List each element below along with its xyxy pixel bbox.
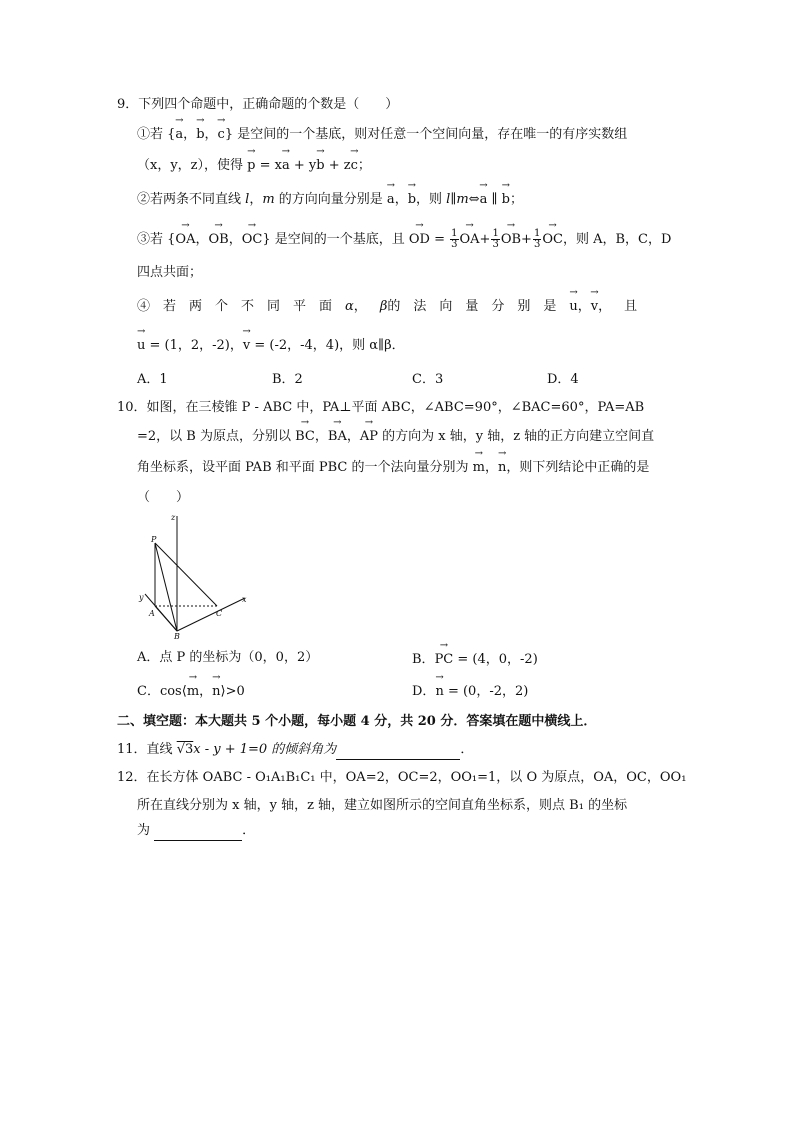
vector-p: → p xyxy=(247,157,255,175)
text: ⟩>0 xyxy=(220,684,245,699)
text: = x xyxy=(255,158,282,173)
vector-BA: → BA xyxy=(328,428,347,446)
q9-proposition-4: ④若两个不同平面α，β的法向量分别是→ u，→ v，且 xyxy=(137,298,650,316)
text: ①若 { xyxy=(137,127,176,142)
denominator: 3 xyxy=(533,239,541,250)
text: ，则下列结论中正确的是 xyxy=(506,460,650,475)
q10-option-d xyxy=(412,683,528,701)
text: ，则 xyxy=(416,192,447,207)
vector-OC: → OC xyxy=(542,231,563,249)
vector-m: → m xyxy=(187,683,199,701)
q9-option-c: C．3 xyxy=(412,372,444,387)
q9-option-a: A．1 xyxy=(137,372,168,387)
vector-a: → a xyxy=(282,157,290,175)
vector-v: → v xyxy=(591,298,598,316)
text: ． xyxy=(460,742,474,757)
q9-proposition-3-cont: 四点共面； xyxy=(137,265,203,280)
vector-BC: → BC xyxy=(295,428,315,446)
text: ④若两个不同平面 xyxy=(137,299,346,314)
q11 xyxy=(117,741,473,760)
fraction xyxy=(491,229,499,250)
text: ②若两条不同直线 xyxy=(137,192,246,207)
q12-line-1: 12．在长方体 OABC - O₁A₁B₁C₁ 中，OA=2，OC=2，OO₁=1，以 O 为原点，OA，OC，OO₁ xyxy=(117,770,687,785)
q9-proposition-3: ③若 {→ OA，→ OB，→ OC} 是空间的一个基底，且 → OD = $\frac{1}{3}$ → OA+ $\frac{1}{3}$ → OB+ $\frac{1}{3}$ → OC，则 A，B，C，D xyxy=(137,229,671,250)
text: l xyxy=(245,192,250,207)
q9-proposition-2: ②若两条不同直线 l，m 的方向向量分别是 → a，→ b，则 l∥m⇔→ a ∥ → b； xyxy=(137,191,523,209)
numerator: 1 xyxy=(451,228,458,239)
q9-proposition-1-cont xyxy=(137,157,371,175)
q10-line-3: 角坐标系，设平面 PAB 和平面 PBC 的一个法向量分别为 → m，→ n，则下列结论中正确的是 xyxy=(137,459,649,477)
text: } 是空间的一个基底，则对任意一个空间向量，存在唯一的有序实数组 xyxy=(224,127,628,142)
label-x: x xyxy=(242,595,247,604)
label-B: B xyxy=(174,632,180,640)
vector-OA: → OA xyxy=(460,231,480,249)
text: ∥ xyxy=(487,192,502,207)
vector-c: → c xyxy=(351,157,358,175)
vector-b: → b xyxy=(502,191,510,209)
text: 的方向为 x 轴，y 轴，z 轴的正方向建立空间直 xyxy=(378,429,655,444)
vector-OA: → OA xyxy=(175,231,195,249)
text: 11．直线 xyxy=(117,742,177,757)
x-axis xyxy=(177,598,245,631)
numerator: 1 xyxy=(492,228,499,239)
text: ，且 xyxy=(598,299,651,314)
text: D． xyxy=(412,684,436,699)
vector-OB: → OB xyxy=(208,231,228,249)
q12-line-2: 所在直线分别为 x 轴，y 轴，z 轴，建立如图所示的空间直角坐标系，则点 B₁ 的坐标 xyxy=(137,798,628,813)
text: ， xyxy=(353,299,380,314)
pyramid-figure xyxy=(135,508,255,640)
text: } 是空间的一个基底，且 xyxy=(262,232,409,247)
text: = (1，2，-2)， xyxy=(145,338,243,353)
text: ， xyxy=(199,684,213,699)
q10-option-b xyxy=(412,651,538,669)
q9-option-b: B．2 xyxy=(272,372,303,387)
text: ， xyxy=(249,192,263,207)
text: 角坐标系，设平面 PAB 和平面 PBC 的一个法向量分别为 xyxy=(137,460,473,475)
text: = (-2，-4，4)，则 α∥β． xyxy=(250,338,405,353)
vector-n: → n xyxy=(498,459,506,477)
section-heading: 二、填空题：本大题共 5 个小题，每小题 4 分，共 20 分．答案填在题中横线上． xyxy=(117,714,597,729)
vector-u: → u xyxy=(137,337,145,355)
vector-AP: → AP xyxy=(360,428,378,446)
vector-n: → n xyxy=(435,683,443,701)
text: β xyxy=(379,299,388,314)
label-y: y xyxy=(139,593,144,602)
text: ③若 { xyxy=(137,232,176,247)
label-A: A xyxy=(149,609,155,618)
vector-u: → u xyxy=(569,298,577,316)
text: ； xyxy=(357,158,371,173)
q10-line-1: 10．如图，在三棱锥 P - ABC 中，PA⊥平面 ABC，∠ABC=90°，∠BAC=60°，PA=AB xyxy=(117,400,645,415)
vector-v: → v xyxy=(243,337,250,355)
label-z: z xyxy=(171,513,176,522)
label-P: P xyxy=(151,535,157,544)
q9-proposition-1: ①若 {→ a，→ b，→ c} 是空间的一个基底，则对任意一个空间向量，存在唯一的有序实数组 xyxy=(137,126,627,144)
answer-blank xyxy=(336,741,460,760)
q10-line-4: （ ） xyxy=(137,490,190,505)
text: ； xyxy=(509,192,523,207)
vector-OB: → OB xyxy=(501,231,521,249)
answer-blank xyxy=(154,822,242,841)
numerator: 1 xyxy=(533,228,541,239)
vector-b: → b xyxy=(196,126,204,144)
q10-option-a: A．点 P 的坐标为（0，0，2） xyxy=(137,650,319,665)
vector-m: → m xyxy=(473,459,485,477)
text: （x，y，z），使得 xyxy=(137,158,248,173)
label-C: C xyxy=(216,609,223,618)
text: ，则 A，B，C，D xyxy=(562,232,672,247)
vector-c: → c xyxy=(218,126,225,144)
text: C．cos⟨ xyxy=(137,684,187,699)
vector-a: → a xyxy=(175,126,183,144)
q10-line-2: =2，以 B 为原点，分别以 → BC，→ BA，→ AP 的方向为 x 轴，y 轴，z 轴的正方向建立空间直 xyxy=(137,428,654,446)
fraction xyxy=(533,229,541,250)
text: + z xyxy=(324,158,351,173)
q9-proposition-4-cont xyxy=(137,337,405,355)
text: m xyxy=(262,192,275,207)
vector-b: → b xyxy=(408,191,416,209)
vector-n: → n xyxy=(212,683,220,701)
text: 的法向量分别是 xyxy=(387,299,570,314)
sqrt: √3 xyxy=(176,742,194,757)
text: ． xyxy=(242,823,256,838)
vector-OC: → OC xyxy=(242,231,263,249)
vector-OD: → OD xyxy=(409,231,430,249)
denominator: 3 xyxy=(451,239,458,250)
text: =2，以 B 为原点，分别以 xyxy=(137,429,296,444)
text: 为 xyxy=(137,823,155,838)
vector-b: → b xyxy=(316,157,324,175)
q12-line-3 xyxy=(137,822,255,841)
text: α xyxy=(345,299,354,314)
text: = (4，0，-2) xyxy=(453,652,538,667)
text: B． xyxy=(412,652,435,667)
fraction xyxy=(450,229,458,250)
vector-a: → a xyxy=(387,191,395,209)
text: + y xyxy=(289,158,317,173)
vector-PC: → PC xyxy=(435,651,454,669)
denominator: 3 xyxy=(492,239,499,250)
text: = xyxy=(429,232,450,247)
edge-PC xyxy=(155,543,217,606)
text: x - y + 1=0 的倾斜角为 xyxy=(193,742,337,757)
q9-stem: 9．下列四个命题中，正确命题的个数是（ ） xyxy=(117,97,399,112)
vector-a: → a xyxy=(480,191,488,209)
text: 的方向向量分别是 xyxy=(274,192,387,207)
q10-option-c xyxy=(137,683,245,701)
text: l∥m⇔ xyxy=(446,192,480,207)
text: = (0，-2，2) xyxy=(443,684,529,699)
q9-option-d: D．4 xyxy=(547,372,579,387)
